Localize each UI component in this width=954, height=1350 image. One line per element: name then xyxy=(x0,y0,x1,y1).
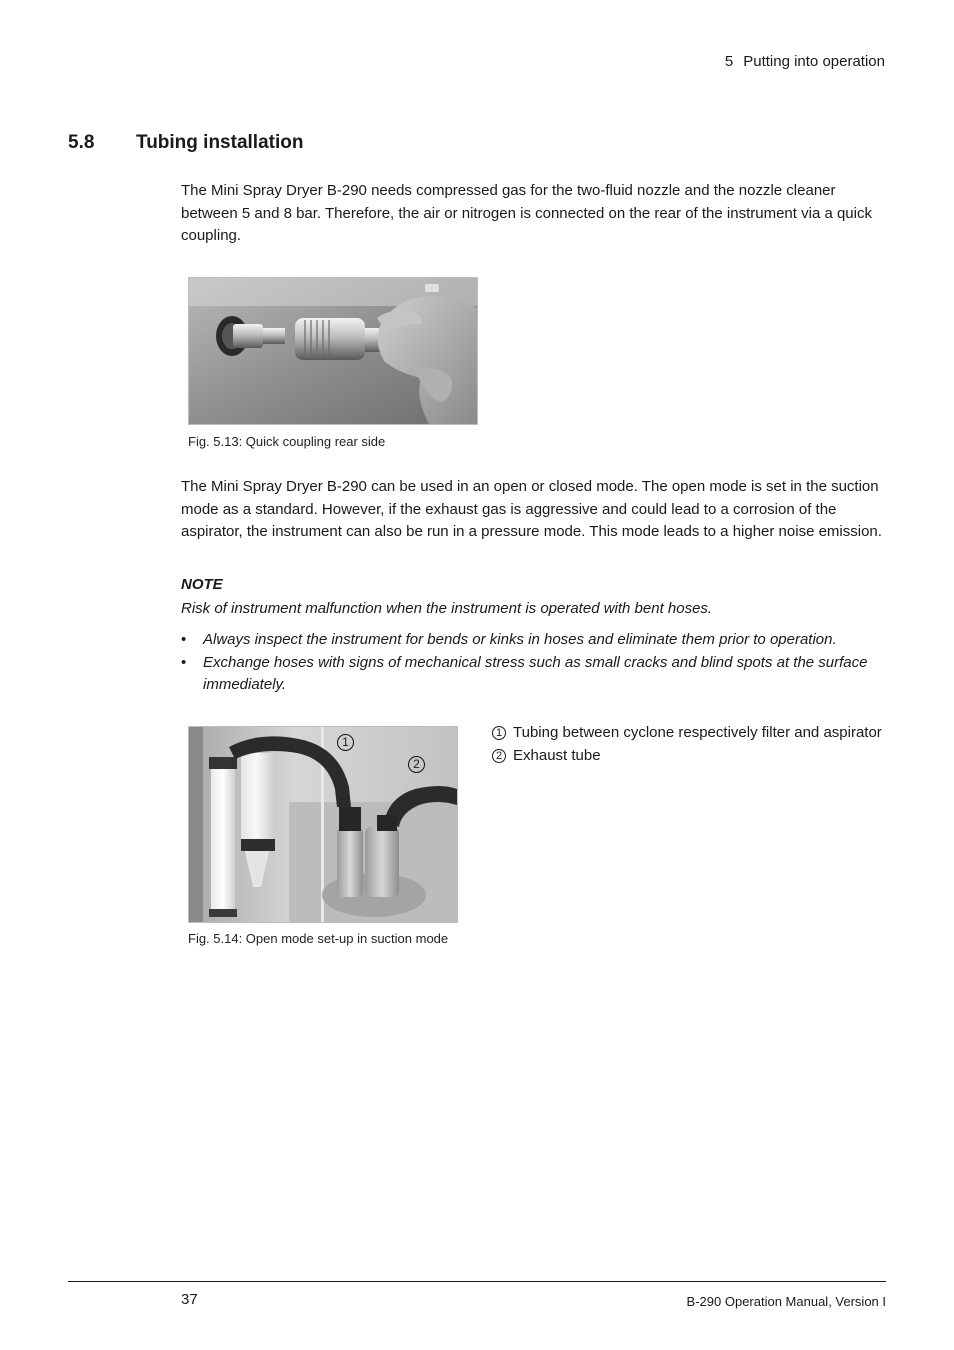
note-label: NOTE xyxy=(181,576,223,593)
list-item xyxy=(181,629,886,652)
figure-2-caption: Fig. 5.14: Open mode set-up in suction mode xyxy=(188,931,449,946)
mode-paragraph: The Mini Spray Dryer B-290 can be used in an open or closed mode. The open mode is set in the suction mode as a standard. However, if the exhaust gas is aggressive and could lead to a corrosion of the aspirator, the instrument can also be run in a pressure mode. This mode leads to a higher noise emission. xyxy=(181,478,882,540)
section-number: 5.8 xyxy=(68,132,95,153)
document-title: B-290 Operation Manual, Version I xyxy=(686,1294,886,1309)
note-text: Risk of instrument malfunction when the instrument is operated with bent hoses. xyxy=(181,600,713,617)
section-title: Tubing installation xyxy=(136,132,304,153)
quick-coupling-illustration xyxy=(189,278,477,424)
section-heading xyxy=(68,132,303,154)
bullet-marker: • xyxy=(181,631,187,648)
chapter-number: 5 xyxy=(724,53,734,70)
legend-text: Tubing between cyclone respectively filter and aspirator xyxy=(513,724,882,741)
bullet-text: Always inspect the instrument for bends or kinks in hoses and eliminate them prior to operation. xyxy=(203,631,837,648)
note-bullet-list xyxy=(181,629,886,697)
legend-marker: 1 xyxy=(492,726,506,740)
chapter-title: Putting into operation xyxy=(743,53,885,70)
bullet-marker: • xyxy=(181,653,187,671)
legend-marker: 2 xyxy=(492,749,506,763)
page-number: 37 xyxy=(181,1291,198,1308)
footer-divider xyxy=(68,1281,886,1282)
bullet-text: Exchange hoses with signs of mechanical stress such as small cracks and blind spots at the surface immediately. xyxy=(203,653,868,693)
figure-2-legend xyxy=(492,722,886,767)
figure-1-caption: Fig. 5.13: Quick coupling rear side xyxy=(188,434,386,449)
intro-paragraph: The Mini Spray Dryer B-290 needs compressed gas for the two-fluid nozzle and the nozzle cleaner between 5 and 8 bar. Therefore, the air or nitrogen is connected on the rear of the instrument via a quick coupling. xyxy=(181,182,872,244)
running-header xyxy=(725,53,885,70)
legend-item xyxy=(492,722,886,745)
quick-coupling-photo xyxy=(188,277,478,425)
legend-item xyxy=(492,745,886,768)
callout-2: 2 xyxy=(408,756,425,773)
callout-1: 1 xyxy=(337,734,354,751)
open-mode-setup-photo xyxy=(188,726,458,923)
legend-text: Exhaust tube xyxy=(513,746,601,764)
list-item xyxy=(181,652,886,697)
